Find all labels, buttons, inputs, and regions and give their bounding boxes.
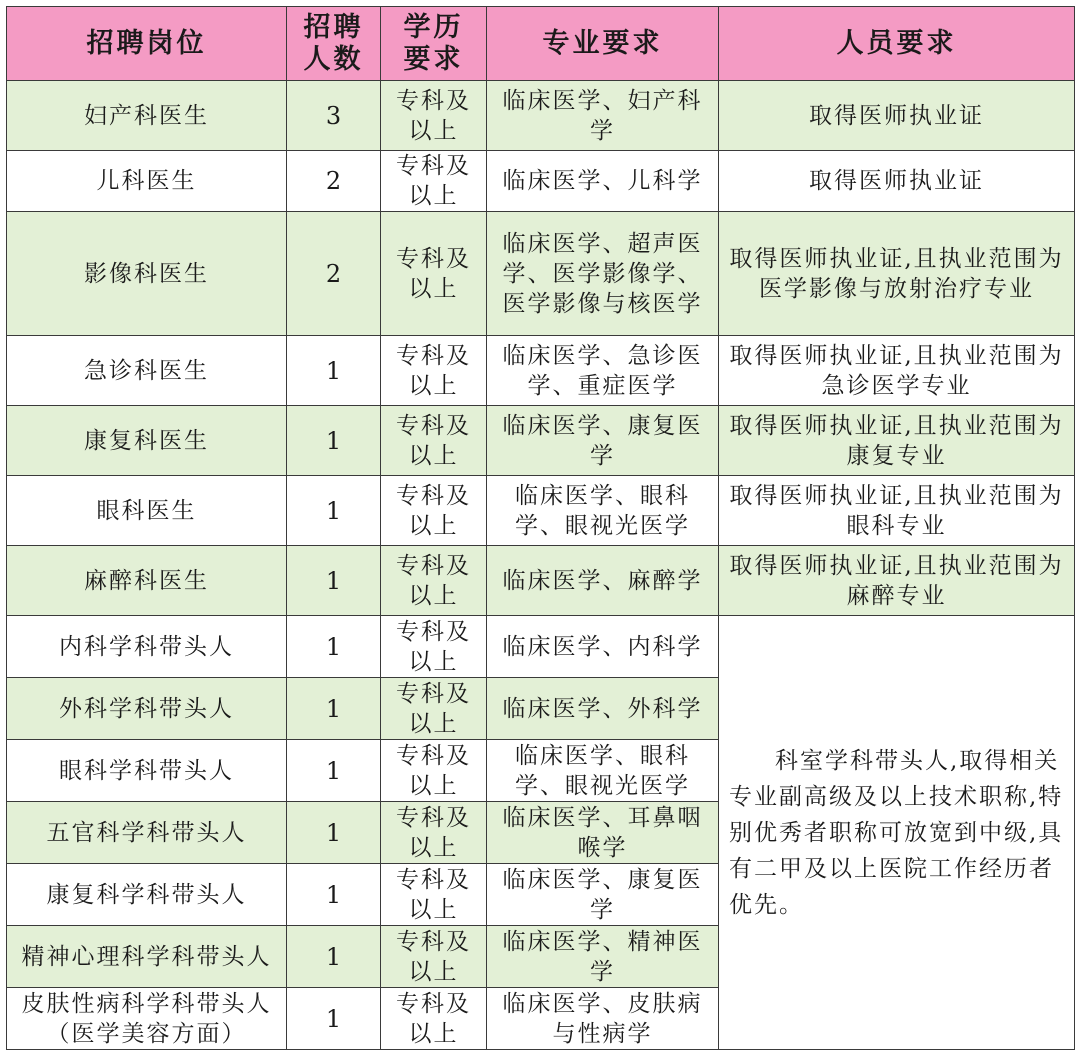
cell-education: 专科及以上 <box>381 212 487 336</box>
cell-education: 专科及以上 <box>381 988 487 1050</box>
table-row <box>7 546 1075 616</box>
cell-count: 1 <box>287 546 381 616</box>
table-row <box>7 151 1075 212</box>
table-row <box>7 406 1075 476</box>
cell-education: 专科及以上 <box>381 678 487 740</box>
cell-education: 专科及以上 <box>381 546 487 616</box>
cell-position: 精神心理科学科带头人 <box>7 926 287 988</box>
cell-count: 1 <box>287 678 381 740</box>
cell-education: 专科及以上 <box>381 616 487 678</box>
cell-major: 临床医学、康复医学 <box>487 864 719 926</box>
cell-position: 外科学科带头人 <box>7 678 287 740</box>
cell-position: 儿科医生 <box>7 151 287 212</box>
cell-major: 临床医学、康复医学 <box>487 406 719 476</box>
cell-education: 专科及以上 <box>381 740 487 802</box>
cell-position: 内科学科带头人 <box>7 616 287 678</box>
cell-major: 临床医学、妇产科学 <box>487 81 719 151</box>
cell-count: 1 <box>287 926 381 988</box>
header-major: 专业要求 <box>487 7 719 81</box>
cell-position: 妇产科医生 <box>7 81 287 151</box>
cell-personnel-merged: 科室学科带头人,取得相关专业副高级及以上技术职称,特别优秀者职称可放宽到中级,具有二甲及以上医院工作经历者优先。 <box>719 616 1075 1050</box>
cell-position: 影像科医生 <box>7 212 287 336</box>
cell-position: 眼科医生 <box>7 476 287 546</box>
cell-major: 临床医学、内科学 <box>487 616 719 678</box>
cell-education: 专科及以上 <box>381 802 487 864</box>
cell-education: 专科及以上 <box>381 864 487 926</box>
cell-major: 临床医学、外科学 <box>487 678 719 740</box>
cell-personnel: 取得医师执业证 <box>719 81 1075 151</box>
header-position: 招聘岗位 <box>7 7 287 81</box>
cell-personnel: 取得医师执业证,且执业范围为急诊医学专业 <box>719 336 1075 406</box>
header-personnel: 人员要求 <box>719 7 1075 81</box>
table-row <box>7 336 1075 406</box>
cell-major: 临床医学、麻醉学 <box>487 546 719 616</box>
cell-major: 临床医学、精神医学 <box>487 926 719 988</box>
cell-major: 临床医学、眼科学、眼视光医学 <box>487 740 719 802</box>
recruitment-table <box>6 6 1075 1050</box>
cell-personnel: 取得医师执业证,且执业范围为麻醉专业 <box>719 546 1075 616</box>
cell-position: 皮肤性病科学科带头人（医学美容方面） <box>7 988 287 1050</box>
cell-count: 1 <box>287 336 381 406</box>
cell-major: 临床医学、皮肤病与性病学 <box>487 988 719 1050</box>
cell-personnel: 取得医师执业证,且执业范围为康复专业 <box>719 406 1075 476</box>
cell-position: 五官科学科带头人 <box>7 802 287 864</box>
cell-count: 2 <box>287 151 381 212</box>
cell-education: 专科及以上 <box>381 81 487 151</box>
table-row <box>7 212 1075 336</box>
cell-position: 康复科医生 <box>7 406 287 476</box>
cell-count: 1 <box>287 406 381 476</box>
header-row <box>7 7 1075 81</box>
cell-education: 专科及以上 <box>381 476 487 546</box>
cell-count: 1 <box>287 988 381 1050</box>
cell-position: 急诊科医生 <box>7 336 287 406</box>
cell-education: 专科及以上 <box>381 336 487 406</box>
cell-major: 临床医学、耳鼻咽喉学 <box>487 802 719 864</box>
cell-personnel: 取得医师执业证,且执业范围为眼科专业 <box>719 476 1075 546</box>
cell-count: 2 <box>287 212 381 336</box>
cell-major: 临床医学、超声医学、医学影像学、医学影像与核医学 <box>487 212 719 336</box>
cell-major: 临床医学、眼科学、眼视光医学 <box>487 476 719 546</box>
cell-education: 专科及以上 <box>381 406 487 476</box>
table-row <box>7 81 1075 151</box>
cell-position: 麻醉科医生 <box>7 546 287 616</box>
cell-position: 眼科学科带头人 <box>7 740 287 802</box>
cell-count: 1 <box>287 864 381 926</box>
cell-count: 1 <box>287 616 381 678</box>
cell-education: 专科及以上 <box>381 151 487 212</box>
cell-personnel: 取得医师执业证,且执业范围为医学影像与放射治疗专业 <box>719 212 1075 336</box>
header-count: 招聘人数 <box>287 7 381 81</box>
cell-count: 1 <box>287 476 381 546</box>
table-row <box>7 476 1075 546</box>
table-row <box>7 616 1075 678</box>
cell-count: 1 <box>287 740 381 802</box>
cell-major: 临床医学、儿科学 <box>487 151 719 212</box>
cell-education: 专科及以上 <box>381 926 487 988</box>
cell-major: 临床医学、急诊医学、重症医学 <box>487 336 719 406</box>
cell-count: 3 <box>287 81 381 151</box>
header-education: 学历要求 <box>381 7 487 81</box>
cell-position: 康复科学科带头人 <box>7 864 287 926</box>
cell-count: 1 <box>287 802 381 864</box>
cell-personnel: 取得医师执业证 <box>719 151 1075 212</box>
